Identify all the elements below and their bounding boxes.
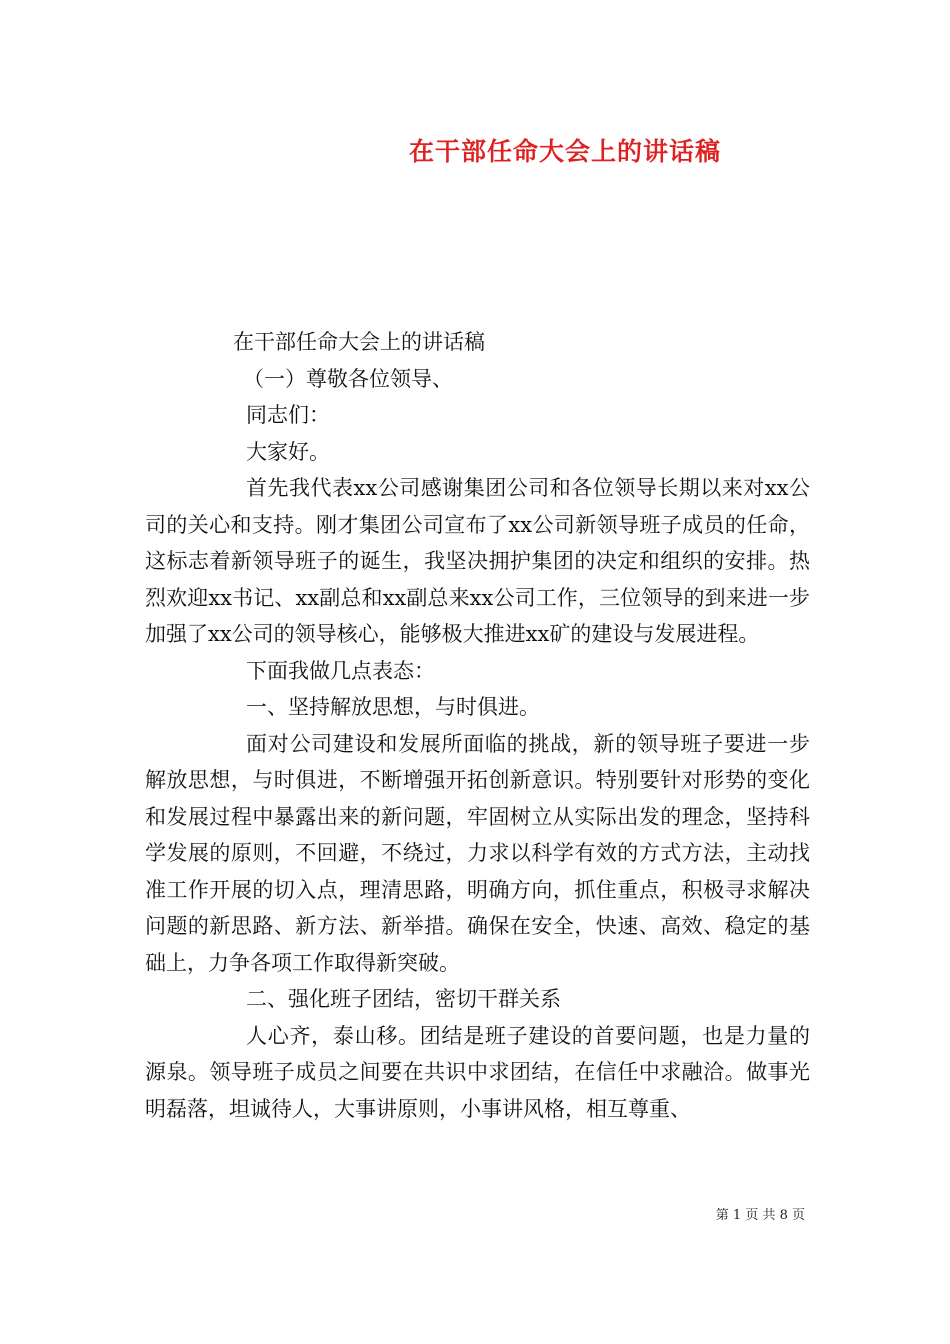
- document-title: 在干部任命大会上的讲话稿: [408, 137, 721, 166]
- document-subtitle: 在干部任命大会上的讲话稿: [233, 330, 485, 354]
- document-body: [145, 324, 810, 1127]
- paragraph-section-1: 面对公司建设和发展所面临的挑战，新的领导班子要进一步解放思想，与时俱进，不断增强开拓创新意识。特别要针对形势的变化和发展过程中暴露出来的新问题，牢固树立从实际出发的理念，坚持科学发展的原则，不回避，不绕过，力求以科学有效的方式方法，主动找准工作开展的切入点，理清思路，明确方向，抓住重点，积极寻求解决问题的新思路、新方法、新举措。确保在安全，快速、高效、稳定的基础上，力争各项工作取得新突破。: [145, 731, 810, 975]
- paragraph-salutation-1: （一）尊敬各位领导、: [243, 366, 453, 391]
- paragraph-section-2: 人心齐，泰山移。团结是班子建设的首要问题，也是力量的源泉。领导班子成员之间要在共识中求团结，在信任中求融洽。做事光明磊落，坦诚待人，大事讲原则，小事讲风格，相互尊重、: [145, 1023, 810, 1121]
- section-heading-2: 二、强化班子团结，密切干群关系: [246, 987, 561, 1011]
- paragraph-greeting: 大家好。: [246, 439, 330, 464]
- paragraph-salutation-2: 同志们：: [246, 403, 330, 427]
- page-number-footer: 第 1 页 共 8 页: [715, 1208, 805, 1223]
- paragraph-statement: 下面我做几点表态：: [246, 658, 435, 683]
- paragraph-intro: 首先我代表xx公司感谢集团公司和各位领导长期以来对xx公司的关心和支持。刚才集团公司宣布了xx公司新领导班子成员的任命，这标志着新领导班子的诞生，我坚决拥护集团的决定和组织的安排。热烈欢迎xx书记、xx副总和xx副总来xx公司工作，三位领导的到来进一步加强了xx公司的领导核心，能够极大推进xx矿的建设与发展进程。: [145, 476, 810, 646]
- section-heading-1: 一、坚持解放思想，与时俱进。: [246, 695, 540, 719]
